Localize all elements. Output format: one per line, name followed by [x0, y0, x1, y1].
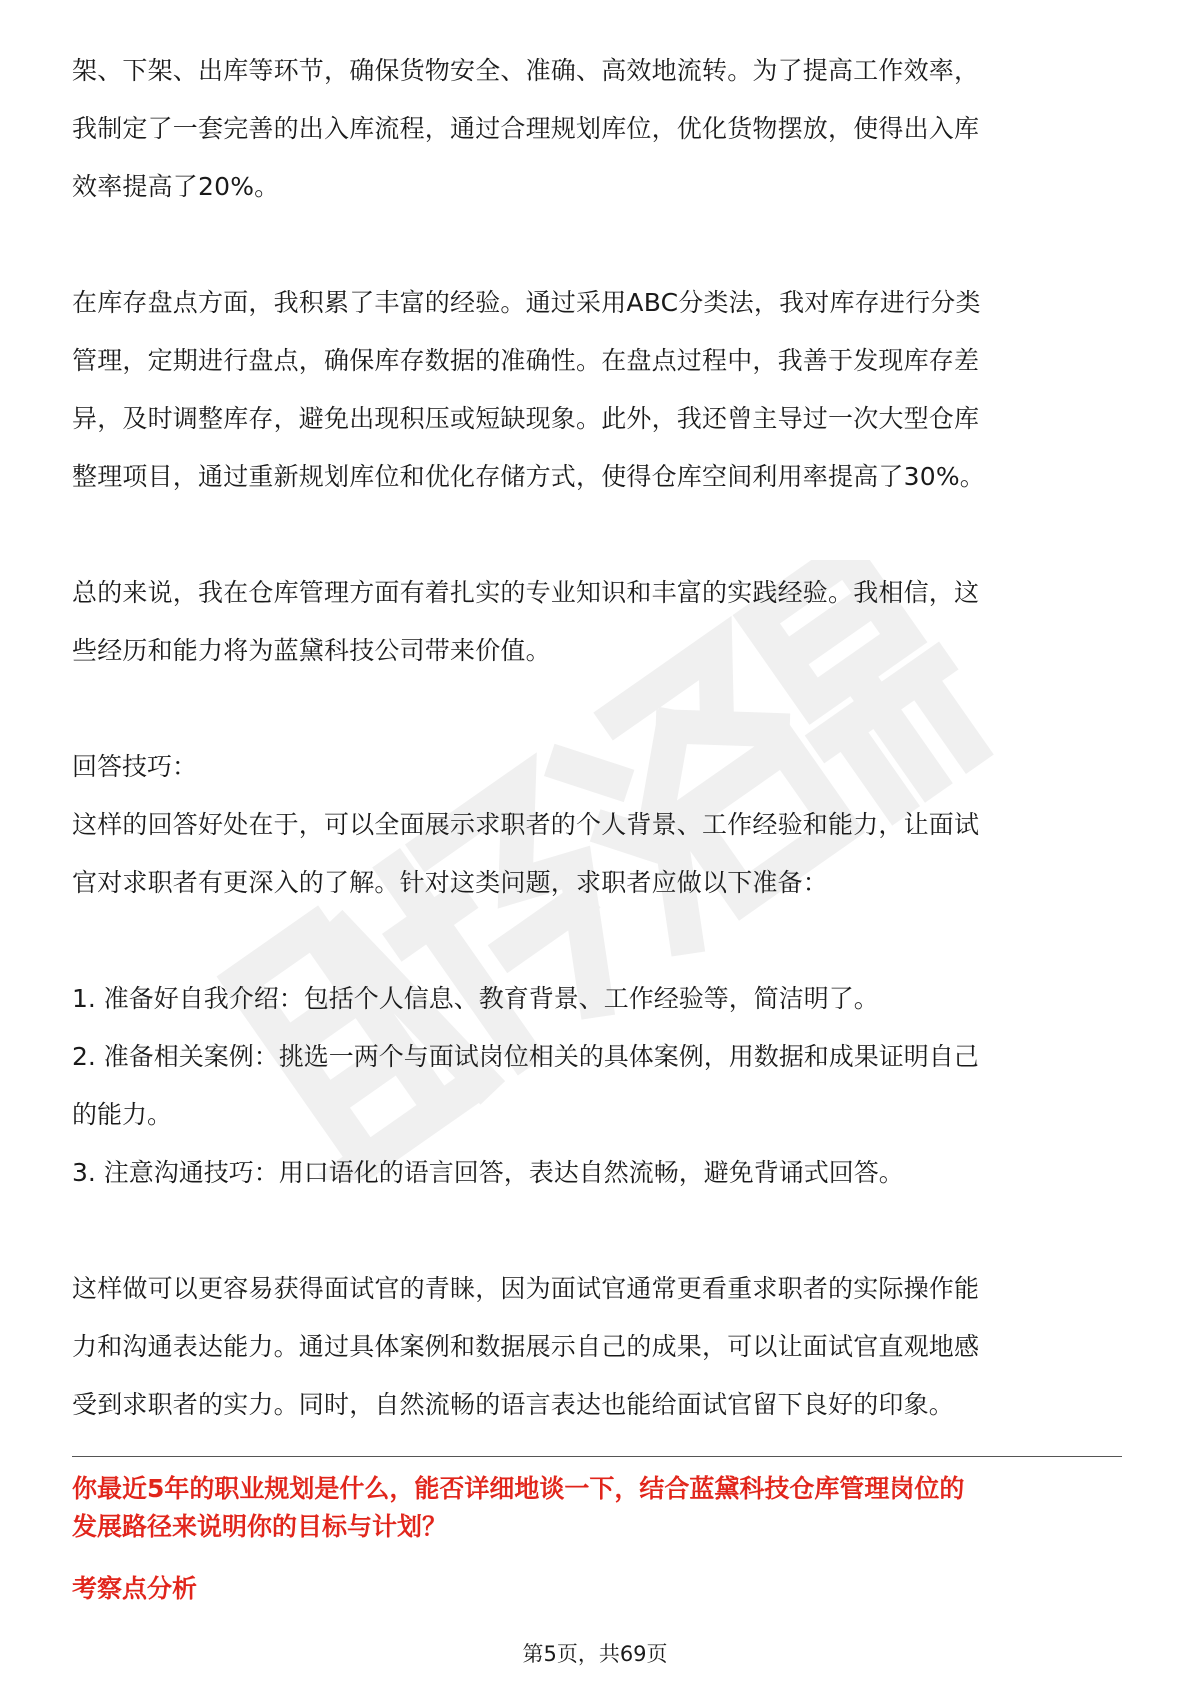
tips-intro-line: 官对求职者有更深入的了解。针对这类问题，求职者应做以下准备： — [72, 868, 829, 897]
spacer — [72, 216, 1122, 274]
tips-intro-line: 这样的回答好处在于，可以全面展示求职者的个人背景、工作经验和能力，让面试 — [72, 810, 980, 839]
list-item-continuation: 的能力。 — [72, 1100, 173, 1129]
spacer — [72, 680, 1122, 738]
section-divider — [72, 1456, 1122, 1457]
spacer — [72, 912, 1122, 970]
tips-summary-line: 受到求职者的实力。同时，自然流畅的语言表达也能给面试官留下良好的印象。 — [72, 1390, 955, 1419]
tips-summary-line: 力和沟通表达能力。通过具体案例和数据展示自己的成果，可以让面试官直观地感 — [72, 1332, 980, 1361]
spacer — [72, 506, 1122, 564]
paragraph-line: 我制定了一套完善的出入库流程，通过合理规划库位，优化货物摆放，使得出入库 — [72, 114, 980, 143]
paragraph-line: 在库存盘点方面，我积累了丰富的经验。通过采用ABC分类法，我对库存进行分类 — [72, 288, 981, 317]
section-title: 考察点分析 — [72, 1574, 198, 1603]
paragraph-line: 些经历和能力将为蓝黛科技公司带来价值。 — [72, 636, 551, 665]
list-item: 1. 准备好自我介绍：包括个人信息、教育背景、工作经验等，简洁明了。 — [72, 984, 879, 1013]
list-item: 2. 准备相关案例：挑选一两个与面试岗位相关的具体案例，用数据和成果证明自己 — [72, 1042, 979, 1071]
list-item: 3. 注意沟通技巧：用口语化的语言回答，表达自然流畅，避免背诵式回答。 — [72, 1158, 904, 1187]
paragraph-line: 架、下架、出库等环节，确保货物安全、准确、高效地流转。为了提高工作效率， — [72, 56, 980, 85]
spacer — [72, 1202, 1122, 1260]
body-content — [72, 42, 1122, 1434]
paragraph-line: 管理，定期进行盘点，确保库存数据的准确性。在盘点过程中，我善于发现库存差 — [72, 346, 980, 375]
question-line: 你最近5年的职业规划是什么，能否详细地谈一下，结合蓝黛科技仓库管理岗位的 — [72, 1474, 965, 1503]
interview-question — [72, 1470, 1122, 1546]
paragraph-line: 总的来说，我在仓库管理方面有着扎实的专业知识和丰富的实践经验。我相信，这 — [72, 578, 980, 607]
tips-label: 回答技巧： — [72, 752, 198, 781]
tips-summary-line: 这样做可以更容易获得面试官的青睐，因为面试官通常更看重求职者的实际操作能 — [72, 1274, 980, 1303]
question-line: 发展路径来说明你的目标与计划？ — [72, 1512, 448, 1541]
paragraph-line: 异，及时调整库存，避免出现积压或短缺现象。此外，我还曾主导过一次大型仓库 — [72, 404, 980, 433]
page-footer: 第5页，共69页 — [522, 1642, 668, 1666]
paragraph-line: 整理项目，通过重新规划库位和优化存储方式，使得仓库空间利用率提高了30%。 — [72, 462, 985, 491]
paragraph-line: 效率提高了20%。 — [72, 172, 280, 201]
